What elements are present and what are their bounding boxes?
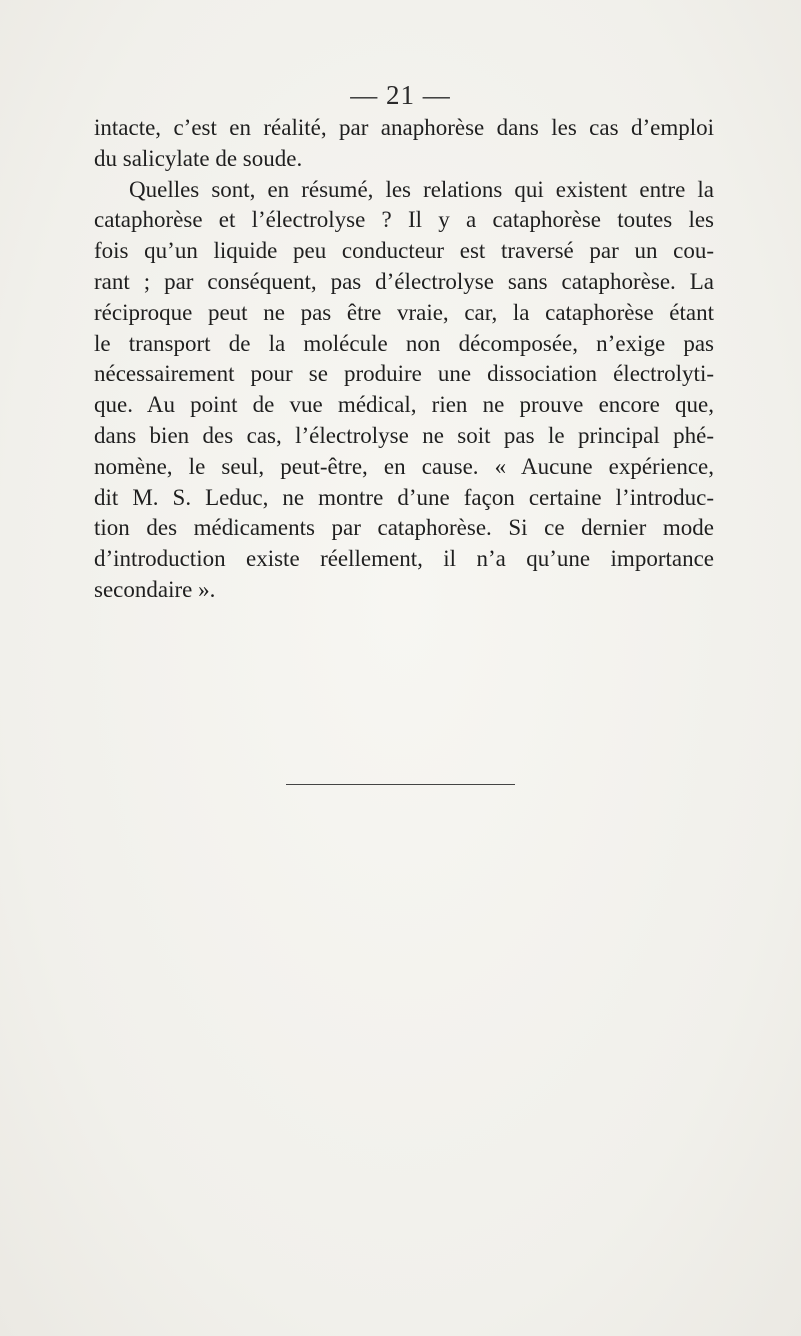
- text-line: nécessairement pour se produire une dissociation électrolyti-: [94, 361, 714, 387]
- text-line: intacte, c’est en réalité, par anaphorèse dans les cas d’emploi: [94, 115, 714, 140]
- text-line: secondaire ».: [94, 576, 216, 602]
- text-line: rant ; par conséquent, pas d’électrolyse sans cataphorèse. La: [94, 268, 714, 294]
- text-line: du salicylate de soude.: [94, 145, 303, 171]
- text-line: le transport de la molécule non décomposée, n’exige pas: [94, 330, 714, 356]
- body-text: [94, 113, 714, 606]
- text-line: nomène, le seul, peut-être, en cause. « Aucune expérience,: [94, 453, 714, 479]
- text-line: que. Au point de vue médical, rien ne prouve encore que,: [94, 392, 714, 418]
- text-line: fois qu’un liquide peu conducteur est traversé par un cou-: [94, 238, 714, 264]
- text-line: cataphorèse et l’électrolyse ? Il y a cataphorèse toutes les: [94, 207, 714, 233]
- text-line: d’introduction existe réellement, il n’a qu’une importance: [94, 546, 714, 572]
- text-line: réciproque peut ne pas être vraie, car, la cataphorèse étant: [94, 299, 714, 325]
- section-divider: [286, 784, 515, 785]
- page-number: — 21 —: [350, 80, 451, 110]
- text-line: dans bien des cas, l’électrolyse ne soit pas le principal phé-: [94, 422, 714, 448]
- text-line: dit M. S. Leduc, ne montre d’une façon certaine l’introduc-: [94, 484, 714, 510]
- text-line: tion des médicaments par cataphorèse. Si ce dernier mode: [94, 515, 714, 541]
- text-line: Quelles sont, en résumé, les relations qui existent entre la: [129, 176, 714, 202]
